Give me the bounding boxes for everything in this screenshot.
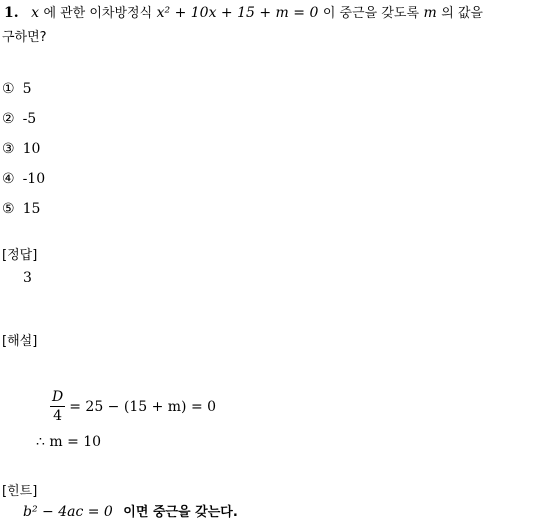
question-line-1 (4, 2, 483, 21)
question-text-a: 에 관한 이차방정식 (43, 6, 153, 21)
question-equation: x² + 10x + 15 + m = 0 (156, 5, 319, 21)
answer-label: [정답] (2, 248, 38, 263)
choice-marker: ③ (2, 141, 15, 157)
fraction-d-over-4 (50, 388, 65, 425)
choice-marker: ① (2, 81, 15, 97)
question-line-2: 구하면? (2, 30, 47, 45)
choice-value: 15 (22, 201, 41, 217)
hint-formula: b² − 4ac = 0 (23, 504, 113, 520)
choice-value: -5 (22, 111, 37, 127)
answer-value: 3 (23, 270, 32, 286)
var-x: x (31, 5, 39, 21)
choice-marker: ⑤ (2, 201, 15, 217)
choice-5[interactable] (2, 201, 40, 217)
choice-1[interactable] (2, 81, 31, 97)
choice-value: 10 (22, 141, 41, 157)
choice-3[interactable] (2, 141, 40, 157)
hint-text: 이면 중근을 갖는다. (123, 505, 238, 520)
choice-marker: ② (2, 111, 15, 127)
choice-value: 5 (22, 81, 32, 97)
explanation-equation-2: ∴ m = 10 (36, 434, 102, 450)
equation-rest: = 25 − (15 + m) = 0 (69, 398, 217, 415)
fraction-numerator: D (52, 389, 64, 405)
hint-label: [힌트] (2, 484, 38, 499)
question-text-c: 의 값을 (441, 6, 483, 21)
var-m: m (423, 5, 437, 21)
question-text-b: 이 중근을 갖도록 (322, 6, 419, 21)
choice-2[interactable] (2, 111, 36, 127)
choice-4[interactable] (2, 171, 45, 187)
explanation-label: [해설] (2, 334, 38, 349)
fraction-denominator: 4 (53, 408, 63, 424)
choice-marker: ④ (2, 171, 15, 187)
choice-value: -10 (22, 171, 46, 187)
explanation-equation-1 (50, 388, 216, 425)
hint-line (23, 501, 238, 520)
question-number: 1. (4, 5, 19, 21)
